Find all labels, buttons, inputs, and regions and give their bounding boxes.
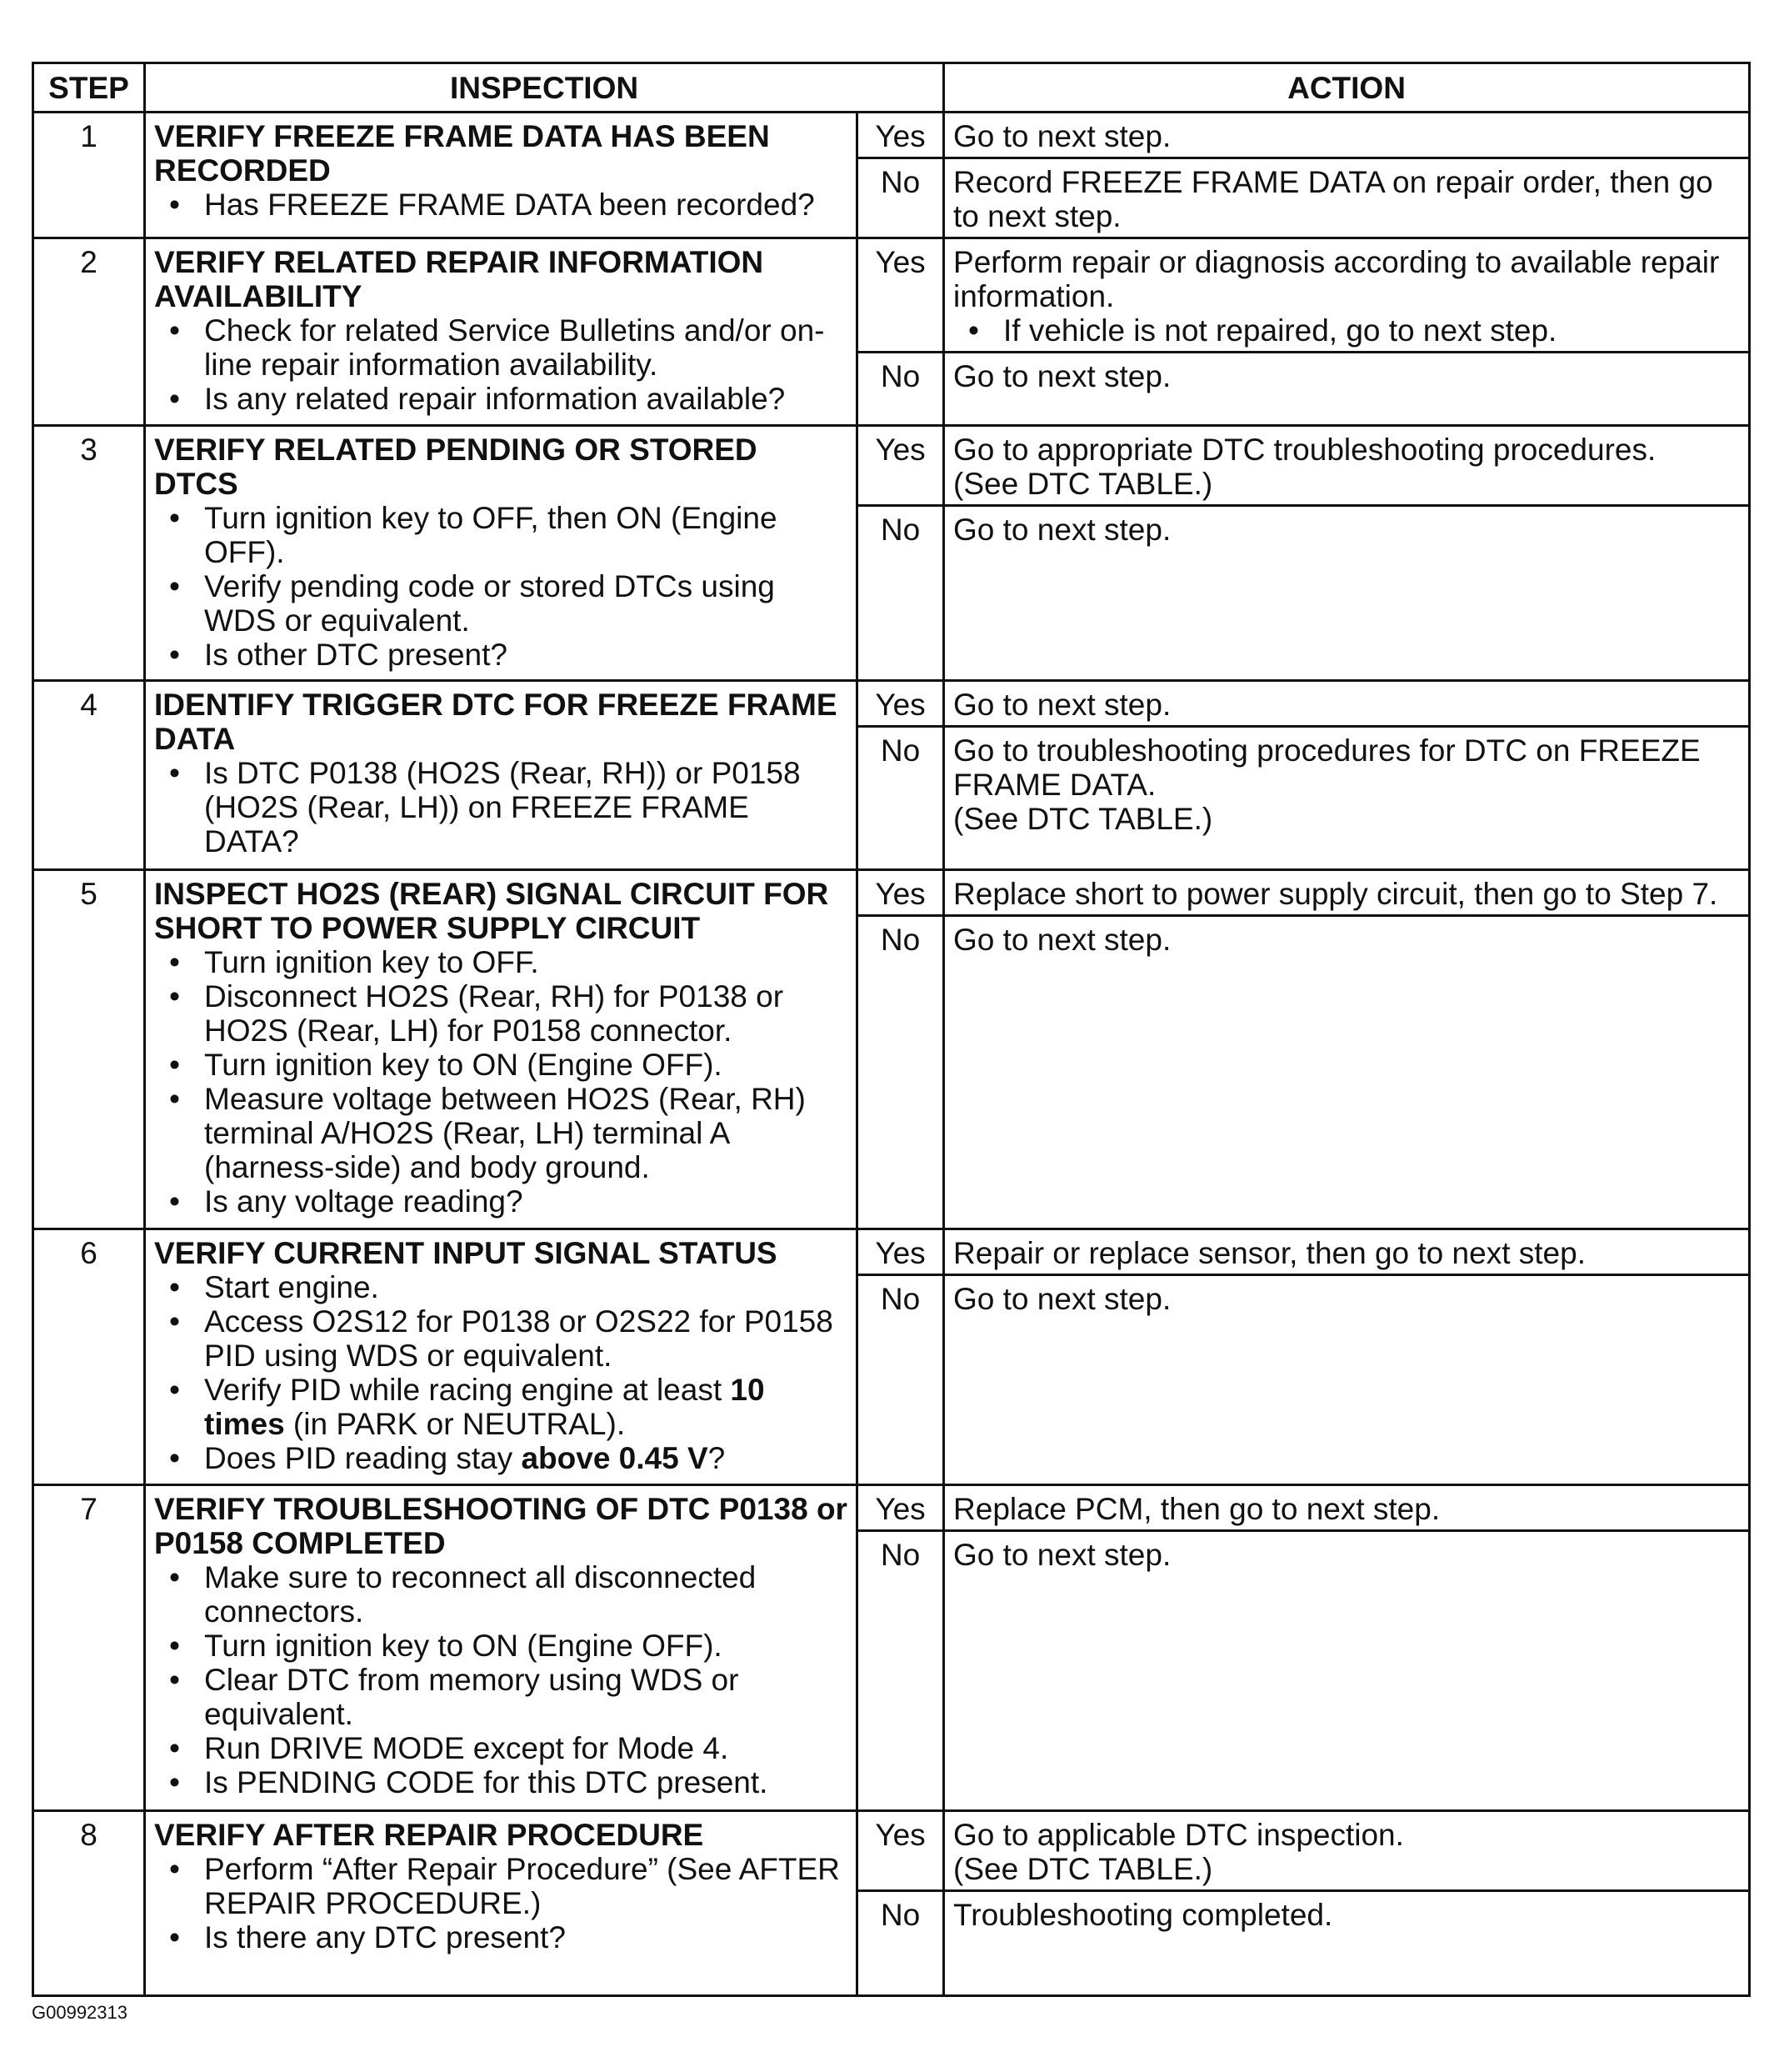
header-inspection: INSPECTION: [145, 63, 944, 113]
yes-action-cell: [944, 426, 1750, 506]
header-action: ACTION: [944, 63, 1750, 113]
inspection-bullet: • Disconnect HO2S (Rear, RH) for P0138 or HO2S (Rear, LH) for P0158 connector.: [154, 979, 847, 1048]
no-label: No: [857, 506, 944, 681]
inspection-bullet: [154, 1373, 847, 1441]
inspection-title: INSPECT HO2S (REAR) SIGNAL CIRCUIT FOR SHORT TO POWER SUPPLY CIRCUIT: [154, 877, 829, 945]
step-number: 3: [33, 426, 145, 681]
no-label: No: [857, 1891, 944, 1996]
inspection-bullets: [154, 1560, 847, 1799]
step-number: 1: [33, 113, 145, 238]
inspection-bullets: [154, 1852, 847, 1954]
inspection-cell: [145, 426, 857, 681]
bullet-emphasis: above 0.45 V: [521, 1441, 708, 1475]
inspection-title: VERIFY TROUBLESHOOTING OF DTC P0138 or P0158 COMPLETED: [154, 1492, 847, 1560]
no-action: Go to next step.: [944, 1275, 1750, 1485]
inspection-bullets: [154, 1270, 847, 1475]
figure-id: G00992313: [32, 2002, 127, 2023]
inspection-bullet: • Turn ignition key to ON (Engine OFF).: [154, 1048, 847, 1082]
yes-label: Yes: [857, 238, 944, 353]
yes-action: Repair or replace sensor, then go to next step.: [944, 1229, 1750, 1275]
no-action: Go to next step.: [944, 353, 1750, 426]
step-number: 5: [33, 870, 145, 1229]
inspection-bullet: • Is there any DTC present?: [154, 1920, 847, 1954]
no-action: Go to troubleshooting procedures for DTC on FREEZE FRAME DATA.: [953, 733, 1701, 802]
no-action: Go to next step.: [944, 506, 1750, 681]
step-7-yes-row: [33, 1485, 1750, 1531]
no-action-cell: [944, 727, 1750, 870]
bullet-text: Verify PID while racing engine at least: [204, 1373, 731, 1407]
step-4-yes-row: [33, 681, 1750, 727]
yes-label: Yes: [857, 1811, 944, 1891]
inspection-cell: [145, 681, 857, 870]
inspection-bullets: [154, 756, 847, 858]
yes-action-cell: [944, 1811, 1750, 1891]
yes-action: Go to next step.: [944, 681, 1750, 727]
inspection-bullet: • Has FREEZE FRAME DATA been recorded?: [154, 188, 847, 222]
action-bullets: [953, 313, 1740, 348]
inspection-cell: [145, 1229, 857, 1485]
inspection-cell: [145, 113, 857, 238]
header-step: STEP: [33, 63, 145, 113]
inspection-title: IDENTIFY TRIGGER DTC FOR FREEZE FRAME DATA: [154, 688, 837, 756]
bullet-text: Does PID reading stay: [204, 1441, 522, 1475]
step-number: 2: [33, 238, 145, 426]
step-number: 6: [33, 1229, 145, 1485]
yes-action: Replace PCM, then go to next step.: [944, 1485, 1750, 1531]
step-1-yes-row: [33, 113, 1750, 158]
inspection-title: VERIFY RELATED PENDING OR STORED DTCS: [154, 433, 757, 501]
step-number: 8: [33, 1811, 145, 1996]
no-label: No: [857, 1531, 944, 1811]
yes-label: Yes: [857, 113, 944, 158]
yes-label: Yes: [857, 681, 944, 727]
inspection-cell: [145, 870, 857, 1229]
inspection-bullet: • Make sure to reconnect all disconnected connectors.: [154, 1560, 847, 1629]
inspection-bullet: • Is any related repair information available?: [154, 382, 847, 416]
step-3-yes-row: [33, 426, 1750, 506]
inspection-bullet: • Access O2S12 for P0138 or O2S22 for P0158 PID using WDS or equivalent.: [154, 1304, 847, 1373]
inspection-bullet: • Perform “After Repair Procedure” (See AFTER REPAIR PROCEDURE.): [154, 1852, 847, 1920]
yes-label: Yes: [857, 1485, 944, 1531]
no-label: No: [857, 916, 944, 1229]
bullet-text: ?: [707, 1441, 726, 1475]
action-bullet: • If vehicle is not repaired, go to next step.: [953, 313, 1740, 348]
inspection-bullets: [154, 313, 847, 416]
no-action: Go to next step.: [944, 916, 1750, 1229]
inspection-cell: [145, 1811, 857, 1996]
inspection-bullets: [154, 188, 847, 222]
step-2-yes-row: [33, 238, 1750, 353]
no-label: No: [857, 1275, 944, 1485]
inspection-bullets: [154, 501, 847, 672]
inspection-title: VERIFY AFTER REPAIR PROCEDURE: [154, 1818, 704, 1852]
inspection-bullet: • Turn ignition key to OFF.: [154, 945, 847, 979]
step-number: 7: [33, 1485, 145, 1811]
inspection-cell: [145, 1485, 857, 1811]
yes-reference: (See DTC TABLE.): [953, 1852, 1213, 1886]
yes-action: Go to next step.: [944, 113, 1750, 158]
no-label: No: [857, 158, 944, 238]
inspection-bullet: • Run DRIVE MODE except for Mode 4.: [154, 1731, 847, 1765]
inspection-title: VERIFY RELATED REPAIR INFORMATION AVAILABILITY: [154, 245, 764, 313]
no-label: No: [857, 727, 944, 870]
inspection-title: VERIFY FREEZE FRAME DATA HAS BEEN RECORDED: [154, 119, 770, 188]
yes-action: Replace short to power supply circuit, then go to Step 7.: [944, 870, 1750, 916]
yes-label: Yes: [857, 870, 944, 916]
inspection-bullet: • Is DTC P0138 (HO2S (Rear, RH)) or P0158 (HO2S (Rear, LH)) on FREEZE FRAME DATA?: [154, 756, 847, 858]
bullet-text: (in PARK or NEUTRAL).: [284, 1407, 626, 1441]
header-row: [33, 63, 1750, 113]
inspection-bullet: • Clear DTC from memory using WDS or equivalent.: [154, 1663, 847, 1731]
inspection-bullet: • Turn ignition key to ON (Engine OFF).: [154, 1629, 847, 1663]
inspection-bullet: • Verify pending code or stored DTCs using WDS or equivalent.: [154, 569, 847, 638]
step-6-yes-row: [33, 1229, 1750, 1275]
yes-action-cell: [944, 238, 1750, 353]
yes-action: Perform repair or diagnosis according to available repair information.: [953, 245, 1720, 313]
inspection-bullet: • Start engine.: [154, 1270, 847, 1304]
inspection-bullet: • Is other DTC present?: [154, 638, 847, 672]
bullet-emphasis: 10 times: [204, 1373, 765, 1441]
inspection-bullet: • Is any voltage reading?: [154, 1184, 847, 1219]
no-reference: (See DTC TABLE.): [953, 802, 1213, 836]
inspection-bullet: • Is PENDING CODE for this DTC present.: [154, 1765, 847, 1799]
step-8-yes-row: [33, 1811, 1750, 1891]
step-5-yes-row: [33, 870, 1750, 916]
inspection-bullet: • Measure voltage between HO2S (Rear, RH) terminal A/HO2S (Rear, LH) terminal A (harness-side) and body ground.: [154, 1082, 847, 1184]
yes-label: Yes: [857, 426, 944, 506]
inspection-bullet: [154, 1441, 847, 1475]
step-number: 4: [33, 681, 145, 870]
no-label: No: [857, 353, 944, 426]
no-action: Record FREEZE FRAME DATA on repair order, then go to next step.: [944, 158, 1750, 238]
inspection-bullets: [154, 945, 847, 1219]
no-action: Go to next step.: [944, 1531, 1750, 1811]
inspection-cell: [145, 238, 857, 426]
yes-action: Go to appropriate DTC troubleshooting procedures.: [953, 433, 1657, 467]
yes-label: Yes: [857, 1229, 944, 1275]
yes-reference: (See DTC TABLE.): [953, 467, 1213, 501]
inspection-bullet: • Check for related Service Bulletins and/or on-line repair information availability.: [154, 313, 847, 382]
inspection-bullet: • Turn ignition key to OFF, then ON (Engine OFF).: [154, 501, 847, 569]
yes-action: Go to applicable DTC inspection.: [953, 1818, 1404, 1852]
inspection-title: VERIFY CURRENT INPUT SIGNAL STATUS: [154, 1236, 777, 1270]
no-action: Troubleshooting completed.: [944, 1891, 1750, 1996]
diagnostic-procedure-table: [32, 62, 1751, 1997]
